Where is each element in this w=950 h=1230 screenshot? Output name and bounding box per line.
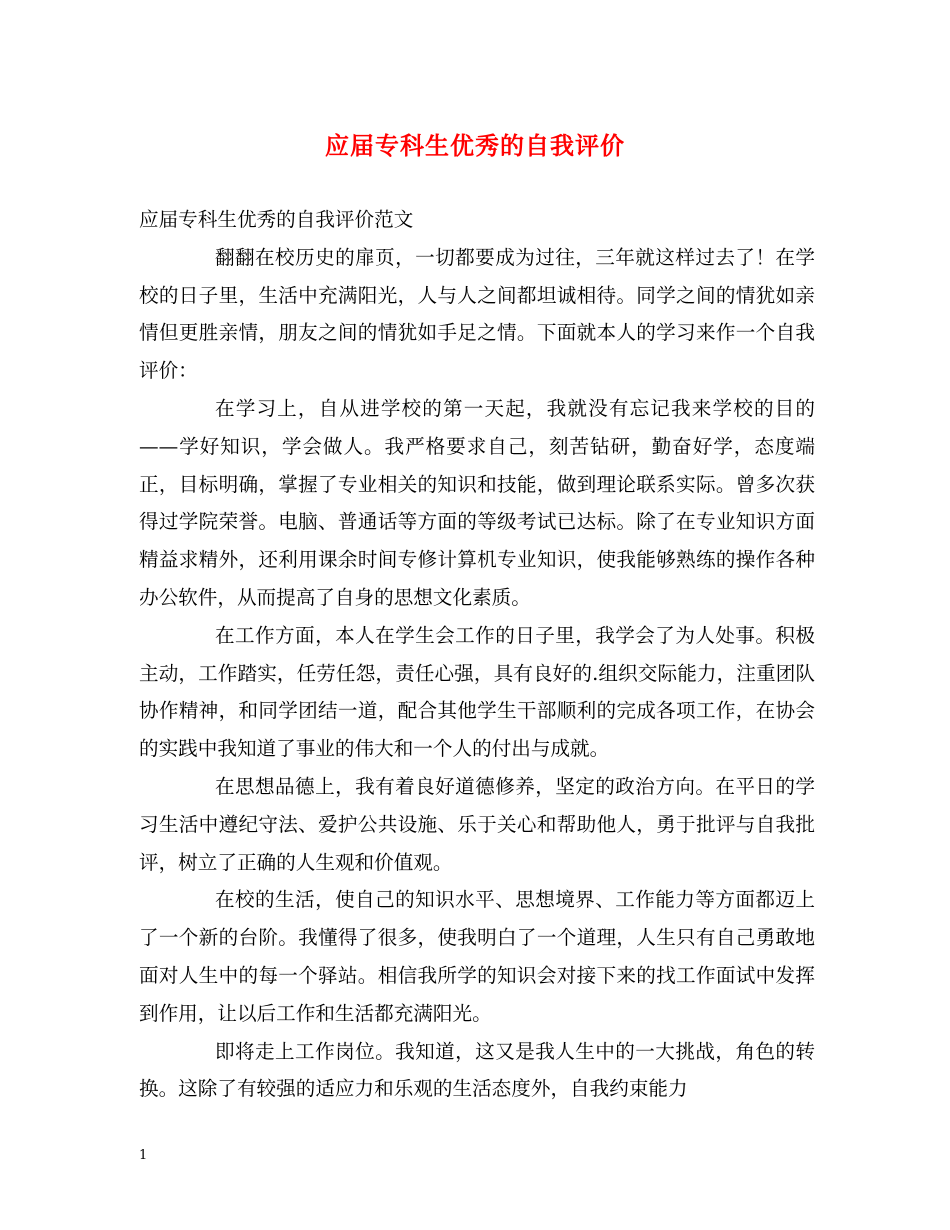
paragraph-work: 在工作方面，本人在学生会工作的日子里，我学会了为人处事。积极主动，工作踏实，任劳任怨，责任心强，具有良好的.组织交际能力，注重团队协作精神，和同学团结一道，配合其他学生干部顺利的完成各项工作，在协会的实践中我知道了事业的伟大和一个人的付出与成就。 (139, 623, 815, 761)
paragraph-intro: 翻翻在校历史的扉页，一切都要成为过往，三年就这样过去了！在学校的日子里，生活中充满阳光，人与人之间都坦诚相待。同学之间的情犹如亲情但更胜亲情，朋友之间的情犹如手足之情。下面就本人的学习来作一个自我评价： (139, 245, 815, 383)
paragraph-study: 在学习上，自从进学校的第一天起，我就没有忘记我来学校的目的——学好知识，学会做人。我严格要求自己，刻苦钻研，勤奋好学，态度端正，目标明确，掌握了专业相关的知识和技能，做到理论联系实际。曾多次获得过学院荣誉。电脑、普通话等方面的等级考试已达标。除了在专业知识方面精益求精外，还利用课余时间专修计算机专业知识，使我能够熟练的操作各种办公软件，从而提高了自身的思想文化素质。 (139, 396, 815, 609)
page-number: 1 (139, 1148, 148, 1163)
document-body (139, 201, 815, 1108)
paragraph-morality: 在思想品德上，我有着良好道德修养，坚定的政治方向。在平日的学习生活中遵纪守法、爱护公共设施、乐于关心和帮助他人，勇于批评与自我批评，树立了正确的人生观和价值观。 (139, 774, 815, 874)
document-subtitle: 应届专科生优秀的自我评价范文 (139, 208, 414, 231)
document-title: 应届专科生优秀的自我评价 (325, 131, 625, 160)
paragraph-future: 即将走上工作岗位。我知道，这又是我人生中的一大挑战，角色的转换。这除了有较强的适应力和乐观的生活态度外，自我约束能力 (139, 1039, 815, 1101)
paragraph-campus-life: 在校的生活，使自己的知识水平、思想境界、工作能力等方面都迈上了一个新的台阶。我懂得了很多，使我明白了一个道理，人生只有自己勇敢地面对人生中的每一个驿站。相信我所学的知识会对接下来的找工作面试中发挥到作用，让以后工作和生活都充满阳光。 (139, 888, 815, 1025)
